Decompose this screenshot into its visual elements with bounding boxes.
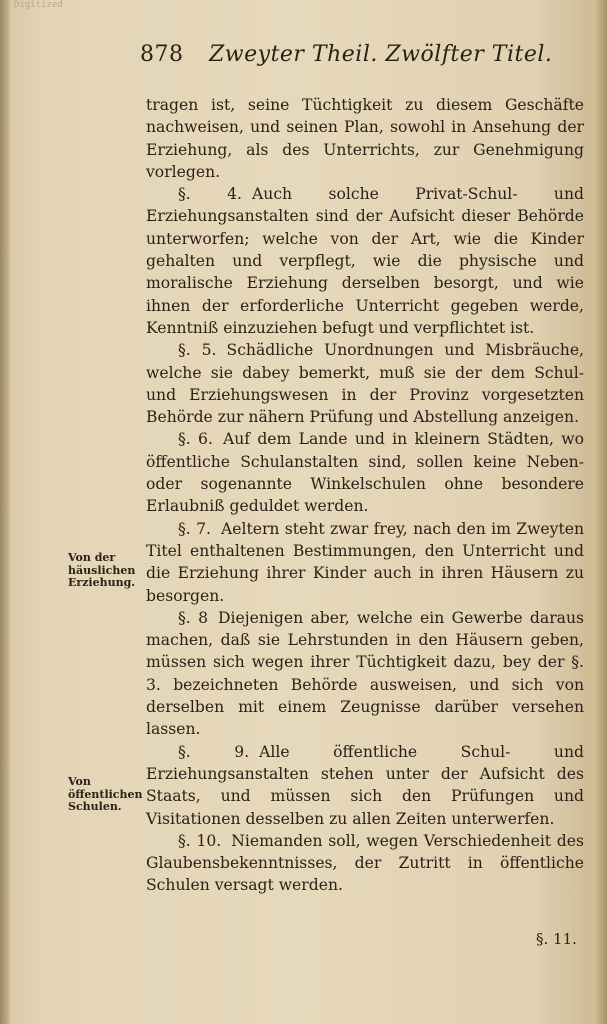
paragraph-continuation (146, 94, 584, 183)
section-number: §. 10. (178, 831, 222, 850)
section-number: §. 9. (178, 742, 250, 761)
paragraph-s9 (146, 741, 584, 830)
paragraph-text: Schädliche Unordnungen und Misbräuche, welche sie dabey bemerkt, muß sie der dem Schul- und Erziehungswesen in der Provinz vorgesetzten Behörde zur nähern Prüfung und Abstellung anzeigen. (146, 341, 585, 427)
page-number: 878 (140, 42, 184, 67)
section-number: §. 5. (178, 341, 217, 360)
section-number: §. 6. (178, 430, 213, 449)
paragraph-s6 (146, 428, 584, 517)
paragraph-s10 (146, 830, 584, 897)
margin-note-public: Von öffentlichen Schulen. (68, 775, 143, 813)
section-number: §. 4. (178, 185, 243, 204)
page-gutter (0, 0, 10, 1024)
paragraph-s7 (146, 518, 584, 607)
catchword: §. 11. (536, 930, 577, 948)
section-number: §. 8 (178, 608, 209, 627)
paragraph-text: Aeltern steht zwar frey, nach den im Zweyten Titel enthaltenen Bestimmungen, den Unterricht und die Erziehung ihrer Kinder auch in ihren Häusern zu besorgen. (146, 519, 585, 605)
library-stamp: Digitized (14, 0, 63, 10)
paragraph-s5 (146, 339, 584, 428)
body-text (146, 94, 584, 897)
margin-note-domestic: Von der häuslichen Erziehung. (68, 551, 136, 589)
paragraph-text: Auch solche Privat-Schul- und Erziehungsanstalten sind der Aufsicht dieser Behörde unterworfen; welche von der Art, wie die Kinder gehalten und verpflegt, wie die physische und moralische Erziehung derselben besorgt, und wie ihnen der erforderliche Unterricht gegeben werde, Kenntniß einzuziehen befugt und verpflichtet ist. (146, 185, 584, 337)
paragraph-s4 (146, 183, 584, 339)
paragraph-text: Niemanden soll, wegen Verschiedenheit des Glaubensbekenntnisses, der Zutritt in öffentliche Schulen versagt werden. (146, 831, 584, 895)
paragraph-text: Diejenigen aber, welche ein Gewerbe daraus machen, daß sie Lehrstunden in den Häusern geben, müssen sich wegen ihrer Tüchtigkeit dazu, bey der §. 3. bezeichneten Behörde ausweisen, und sich von derselben mit einem Zeugnisse darüber versehen lassen. (146, 608, 584, 739)
paragraph-text: tragen ist, seine Tüchtigkeit zu diesem Geschäfte nachweisen, und seinen Plan, sowohl in Ansehung der Erziehung, als des Unterrichts, zur Genehmigung vorlegen. (146, 96, 584, 181)
running-title: Zweyter Theil. Zwölfter Titel. (209, 42, 553, 67)
paragraph-text: Auf dem Lande und in kleinern Städten, wo öffentliche Schulanstalten sind, sollen keine Neben- oder sogenannte Winkelschulen ohne besondere Erlaubniß geduldet werden. (146, 430, 584, 516)
paragraph-text: Alle öffentliche Schul- und Erziehungsanstalten stehen unter der Aufsicht des Staats, und müssen sich den Prüfungen und Visitationen desselben zu allen Zeiten unterwerfen. (146, 742, 584, 828)
page-edge (593, 0, 607, 1024)
running-header (140, 42, 560, 67)
paragraph-s8 (146, 607, 584, 741)
section-number: §. 7. (178, 519, 211, 538)
